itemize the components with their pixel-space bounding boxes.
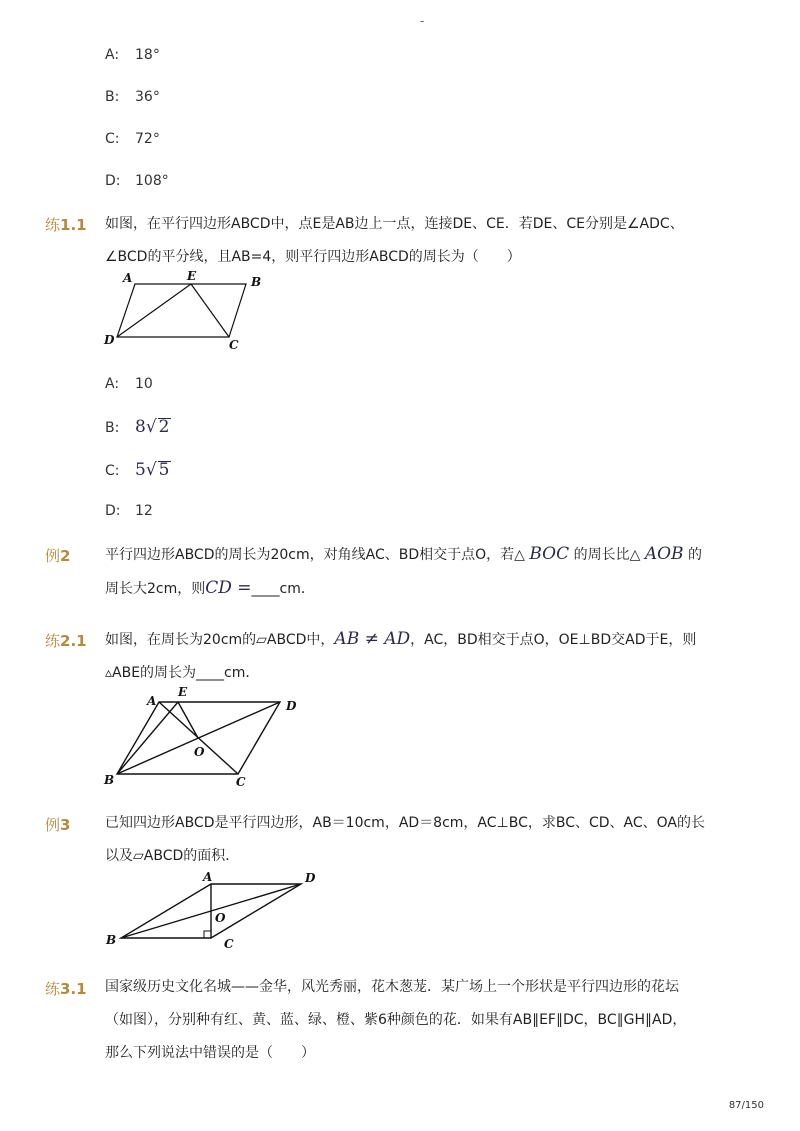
parallelogram-figure-3 [100,868,325,952]
option-a[interactable] [105,47,160,63]
question-label: 例3 [45,816,71,834]
sqrt-sign: √ [145,460,157,480]
point-label-e: E [178,685,188,699]
option-value: 36° [135,89,160,105]
option-letter: B: [105,420,120,436]
option-value: 18° [135,47,160,63]
question-label: 例2 [45,547,71,565]
point-label-d: D [305,871,316,885]
question-line: 已知四边形ABCD是平行四边形，AB＝10cm，AD＝8cm，AC⊥BC，求BC、CD、AC、OA的长 [105,815,706,831]
parallelogram-figure-2 [100,684,310,790]
option-coef: 8 [135,417,146,437]
option-letter: C: [105,463,120,479]
point-label-e: E [187,269,197,283]
question-label: 练3.1 [45,980,87,998]
question-line: 平行四边形ABCD的周长为20cm，对角线AC、BD相交于点O，若△ BOC 的周长比△ AOB 的 [105,544,702,564]
option-value: 72° [135,131,160,147]
option-letter: C: [105,131,120,147]
parallelogram-figure-1 [100,268,270,352]
point-label-d: D [104,333,115,347]
question-line: 如图，在平行四边形ABCD中，点E是AB边上一点，连接DE、CE．若DE、CE分别是∠ADC、 [105,216,684,232]
option-radicand: 5 [158,460,170,480]
point-label-a: A [123,271,133,285]
point-label-c: C [224,937,234,951]
point-label-b: B [104,773,115,787]
option-d[interactable] [105,503,153,519]
question-text [105,807,715,873]
option-a[interactable] [105,376,153,392]
option-b[interactable] [105,417,171,437]
option-b[interactable] [105,89,160,105]
point-label-o: O [194,745,205,759]
question-line: 国家级历史文化名城——金华，风光秀丽，花木葱茏．某广场上一个形状是平行四边形的花坛 [105,979,679,995]
point-label-c: C [236,775,246,789]
option-letter: B: [105,89,120,105]
option-value: 12 [135,503,153,519]
question-label: 练1.1 [45,216,87,234]
question-line: 如图，在周长为20cm的▱ABCD中，AB ≠ AD，AC，BD相交于点O，OE⊥BD交AD于E，则 [105,629,697,649]
question-line: ▵ABE的周长为____cm． [105,665,260,681]
option-d[interactable] [105,173,169,189]
question-line: 周长大2cm，则CD =____cm． [105,578,315,598]
option-value: 108° [135,173,169,189]
option-c[interactable] [105,460,171,480]
sqrt-sign: √ [145,417,157,437]
point-label-a: A [147,694,157,708]
option-letter: A: [105,376,120,392]
question-text [105,538,715,606]
point-label-b: B [251,275,262,289]
option-letter: D: [105,173,121,189]
question-text [105,208,715,274]
option-letter: A: [105,47,120,63]
question-line: （如图），分别种有红、黄、蓝、绿、橙、紫6种颜色的花．如果有AB∥EF∥DC，BC∥GH∥AD， [105,1012,687,1028]
point-label-b: B [106,933,117,947]
question-line: ∠BCD的平分线，且AB=4，则平行四边形ABCD的周长为（ ） [105,249,521,265]
question-line: 以及▱ABCD的面积． [105,848,240,864]
option-value: 10 [135,376,153,392]
point-label-d: D [286,699,297,713]
option-radicand: 2 [158,417,170,437]
point-label-o: O [215,911,226,925]
point-label-a: A [203,870,213,884]
page-number: 87/150 [728,1100,764,1111]
option-c[interactable] [105,131,160,147]
question-text [105,971,715,1070]
top-mark: - [420,14,425,28]
question-text [105,623,715,690]
question-label: 练2.1 [45,632,87,650]
option-letter: D: [105,503,121,519]
point-label-c: C [229,338,239,352]
question-line: 那么下列说法中错误的是（ ） [105,1045,315,1061]
option-coef: 5 [135,460,146,480]
